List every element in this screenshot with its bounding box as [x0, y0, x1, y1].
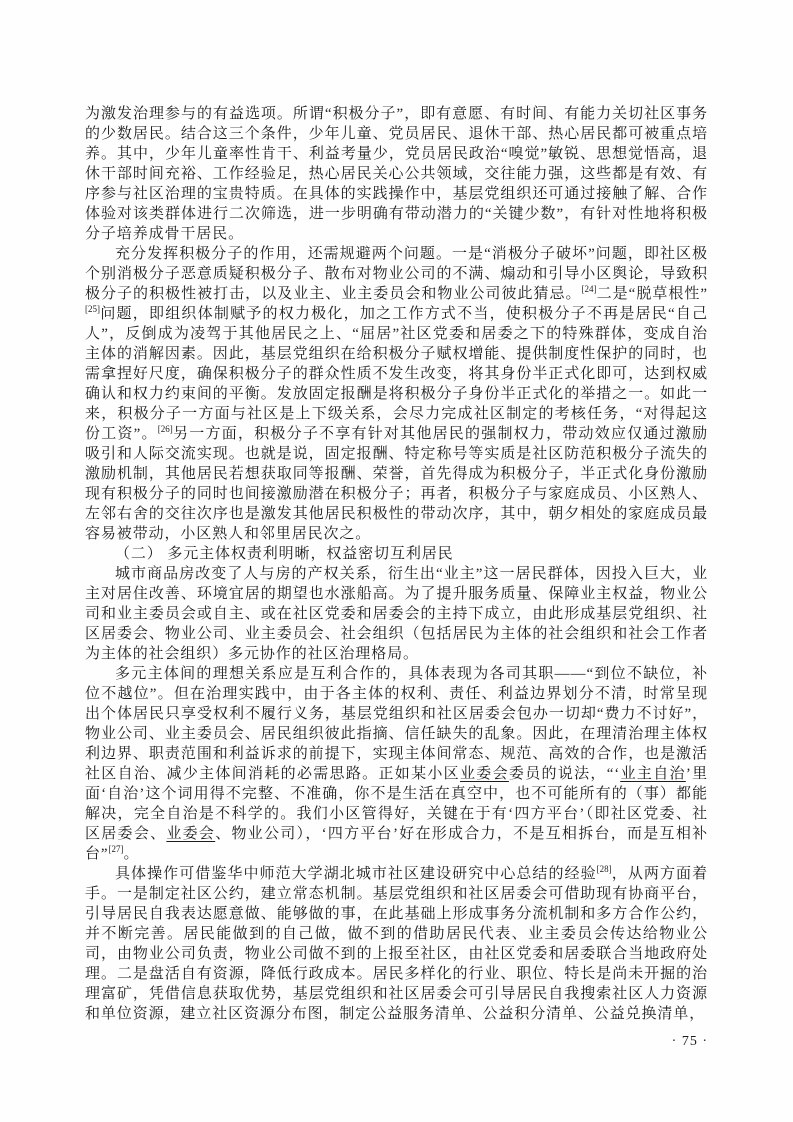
paragraph: 城市商品房改变了人与房的产权关系，衍生出“业主”这一居民群体，因投入巨大，业主对居住改善、环境宜居的期望也水涨船高。为了提升服务质量、保障业主权益，物业公司和业主委员会或自主、或在社区党委和居委会的主持下成立，由此形成基层党组织、社区居委会、物业公司、业主委员会、社会组织（包括居民为主体的社会组织和社会工作者为主体的社会组织）多元协作的社区治理格局。: [85, 566, 708, 662]
underlined-term: 业委会: [166, 826, 216, 842]
underlined-term: 业委会: [459, 766, 509, 782]
section-heading: （二） 多元主体权责利明晰，权益密切互利居民: [115, 546, 454, 562]
citation-ref: [24]: [581, 284, 597, 294]
citation-ref: [27]: [108, 844, 124, 854]
page-number: · 75 ·: [671, 1034, 708, 1049]
paragraph: 充分发挥积极分子的作用，还需规避两个问题。一是“消极分子破坏”问题，即社区极个别消极分子恶意质疑积极分子、散布对物业公司的不满、煽动和引导小区舆论，导致积极分子的积极性被打击，以及业主、业主委员会和物业公司彼此猜忌。[24]二是“脱草根性”[25]问题，即组织体制赋予的权力极化，加之工作方式不当，使积极分子不再是居民“自己人”，反倒成为凌驾于其他居民之上、“屈居”社区党委和居委之下的特殊群体，变成自治主体的消解因素。因此，基层党组织在给积极分子赋权增能、提供制度性保护的同时，也需拿捏好尺度，确保积极分子的群众性质不发生改变，将其身份半正式化即可，达到权威确认和权力约束间的平衡。发放固定报酬是将积极分子身份半正式化的举措之一。如此一来，积极分子一方面与社区是上下级关系，会尽力完成社区制定的考核任务，“对得起这份工资”。[26]另一方面，积极分子不享有针对其他居民的强制权力，带动效应仅通过激励吸引和人际交流实现。也就是说，固定报酬、特定称号等实质是社区防范积极分子流失的激励机制，其他居民若想获取同等报酬、荣誉，首先得成为积极分子，半正式化身份激励现有积极分子的同时也间接激励潜在积极分子；再者，积极分子与家庭成员、小区熟人、左邻右舍的交往次序也是激发其他居民积极性的带动次序，其中，朝夕相处的家庭成员最容易被带动，小区熟人和邻里居民次之。: [85, 246, 708, 542]
citation-ref: [26]: [157, 424, 173, 434]
citation-ref: [25]: [85, 304, 100, 314]
citation-ref: [28]: [596, 864, 612, 874]
text-column: [85, 104, 708, 1024]
paragraph: 具体操作可借鉴华中师范大学湖北城市社区建设研究中心总结的经验[28]，从两方面着手。一是制定社区公约，建立常态机制。基层党组织和社区居委会可借助现有协商平台，引导居民自我表达愿意做、能够做的事，在此基础上形成事务分流机制和多方合作公约，并不断完善。居民能做到的自己做，做不到的借助居民代表、业主委员会传达给物业公司，由物业公司负责，物业公司做不到的上报至社区，由社区党委和居委联合当地政府处理。二是盘活自有资源，降低行政成本。居民多样化的行业、职位、特长是尚未开掘的治理富矿，凭借信息获取优势，基层党组织和社区居委会可引导居民自我搜索社区人力资源和单位资源，建立社区资源分布图，制定公益服务清单、公益积分清单、公益兑换清单，: [85, 864, 708, 1022]
paragraph: 多元主体间的理想关系应是互利合作的，具体表现为各司其职——“到位不缺位，补位不越位”。但在治理实践中，由于各主体的权利、责任、利益边界划分不清，时常呈现出个体居民只享受权利不履行义务，基层党组织和社区居委会包办一切却“费力不讨好”，物业公司、业主委员会、居民组织彼此指摘、信任缺失的乱象。因此，在理清治理主体权利边界、职责范围和利益诉求的前提下，实现主体间常态、规范、高效的合作，也是激活社区自治、减少主体间消耗的必需思路。正如某小区业委会委员的说法，“‘业主自治’里面‘自治’这个词用得不完整、不准确，你不是生活在真空中，也不可能所有的（事）都能解决，完全自治是不科学的。我们小区管得好，关键在于有‘四方平台’（即社区党委、社区居委会、业委会、物业公司），‘四方平台’好在形成合力，不是互相拆台，而是互相补台”[27]。: [85, 666, 709, 862]
paragraph: 为激发治理参与的有益选项。所谓“积极分子”，即有意愿、有时间、有能力关切社区事务的少数居民。结合这三个条件，少年儿童、党员居民、退休干部、热心居民都可被重点培养。其中，少年儿童率性肯干、利益考量少，党员居民政治“嗅觉”敏锐、思想觉悟高，退休干部时间充裕、工作经验足，热心居民关心公共领域，交往能力强，这些都是有效、有序参与社区治理的宝贵特质。在具体的实践操作中，基层党组织还可通过接触了解、合作体验对该类群体进行二次筛选，进一步明确有带动潜力的“关键少数”，有针对性地将积极分子培养成骨干居民。: [85, 106, 708, 242]
underlined-term: 业主自治: [620, 766, 686, 782]
